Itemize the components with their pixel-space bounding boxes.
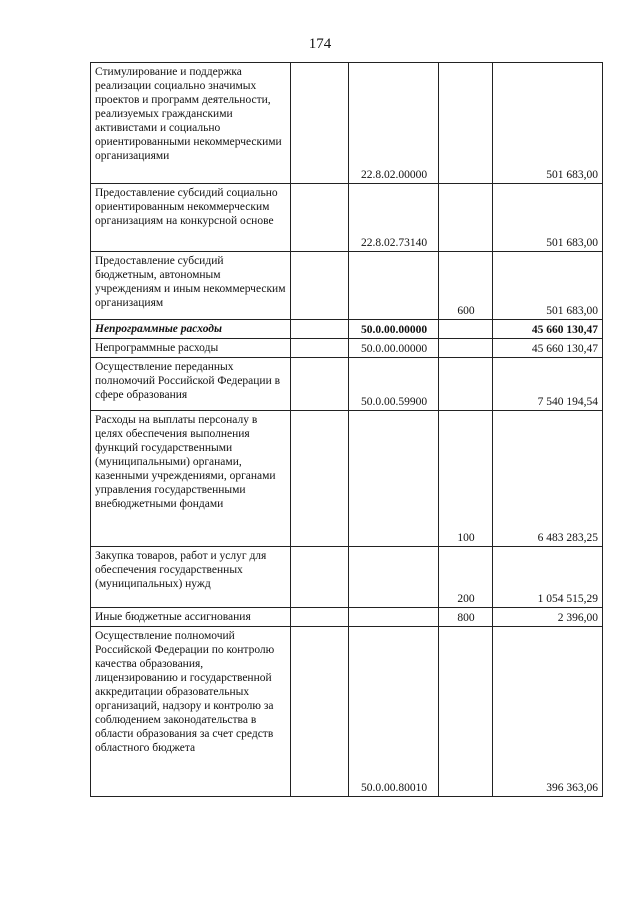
row-empty-cell <box>291 608 349 627</box>
table-row <box>91 627 603 797</box>
row-amount: 6 483 283,25 <box>493 411 603 547</box>
page-number: 174 <box>308 36 332 52</box>
row-expense-type: 200 <box>439 547 493 608</box>
table-row <box>91 63 603 184</box>
row-expense-type: 800 <box>439 608 493 627</box>
table-row <box>91 608 603 627</box>
row-amount: 501 683,00 <box>493 252 603 320</box>
row-expense-type: 100 <box>439 411 493 547</box>
row-amount: 45 660 130,47 <box>493 339 603 358</box>
row-empty-cell <box>291 411 349 547</box>
row-empty-cell <box>291 339 349 358</box>
row-expense-type: 600 <box>439 252 493 320</box>
row-expense-type <box>439 184 493 252</box>
row-target-code <box>349 252 439 320</box>
row-empty-cell <box>291 320 349 339</box>
row-amount: 2 396,00 <box>493 608 603 627</box>
row-expense-type <box>439 63 493 184</box>
row-empty-cell <box>291 547 349 608</box>
row-target-code <box>349 411 439 547</box>
row-target-code <box>349 547 439 608</box>
row-empty-cell <box>291 184 349 252</box>
budget-table <box>90 62 603 797</box>
row-target-code: 22.8.02.73140 <box>349 184 439 252</box>
table-row <box>91 339 603 358</box>
row-target-code: 50.0.00.80010 <box>349 627 439 797</box>
table-row <box>91 184 603 252</box>
row-expense-type <box>439 627 493 797</box>
row-expense-type <box>439 358 493 411</box>
row-empty-cell <box>291 252 349 320</box>
row-description: Осуществление переданных полномочий Российской Федерации в сфере образования <box>91 358 291 411</box>
row-description: Иные бюджетные ассигнования <box>91 608 291 627</box>
table-row <box>91 358 603 411</box>
row-expense-type <box>439 339 493 358</box>
table-row <box>91 411 603 547</box>
budget-table-body <box>91 63 603 797</box>
row-amount: 7 540 194,54 <box>493 358 603 411</box>
row-amount: 501 683,00 <box>493 184 603 252</box>
row-description: Расходы на выплаты персоналу в целях обеспечения выполнения функций государственными (муниципальными) органами, казенными учреждениями, органами управления государственными внебюджетными фондами <box>91 411 291 547</box>
row-empty-cell <box>291 358 349 411</box>
row-description: Непрограммные расходы <box>91 339 291 358</box>
row-target-code: 50.0.00.00000 <box>349 320 439 339</box>
table-row <box>91 320 603 339</box>
row-description: Предоставление субсидий бюджетным, автономным учреждениям и иным некоммерческим организациям <box>91 252 291 320</box>
row-amount: 501 683,00 <box>493 63 603 184</box>
table-row <box>91 252 603 320</box>
row-empty-cell <box>291 627 349 797</box>
row-description: Предоставление субсидий социально ориентированным некоммерческим организациям на конкурсной основе <box>91 184 291 252</box>
row-amount: 396 363,06 <box>493 627 603 797</box>
row-target-code: 50.0.00.59900 <box>349 358 439 411</box>
row-amount: 45 660 130,47 <box>493 320 603 339</box>
row-target-code: 50.0.00.00000 <box>349 339 439 358</box>
row-description: Закупка товаров, работ и услуг для обеспечения государственных (муниципальных) нужд <box>91 547 291 608</box>
row-description: Непрограммные расходы <box>91 320 291 339</box>
row-target-code: 22.8.02.00000 <box>349 63 439 184</box>
row-amount: 1 054 515,29 <box>493 547 603 608</box>
row-description: Стимулирование и поддержка реализации социально значимых проектов и программ деятельности, реализуемых гражданскими активистами и социально ориентированными некоммерческими организациями <box>91 63 291 184</box>
row-expense-type <box>439 320 493 339</box>
row-target-code <box>349 608 439 627</box>
row-description: Осуществление полномочий Российской Федерации по контролю качества образования, лицензированию и государственной аккредитации образовательных организаций, надзору и контролю за соблюдением законодательства в области образования за счет средств областного бюджета <box>91 627 291 797</box>
table-row <box>91 547 603 608</box>
row-empty-cell <box>291 63 349 184</box>
